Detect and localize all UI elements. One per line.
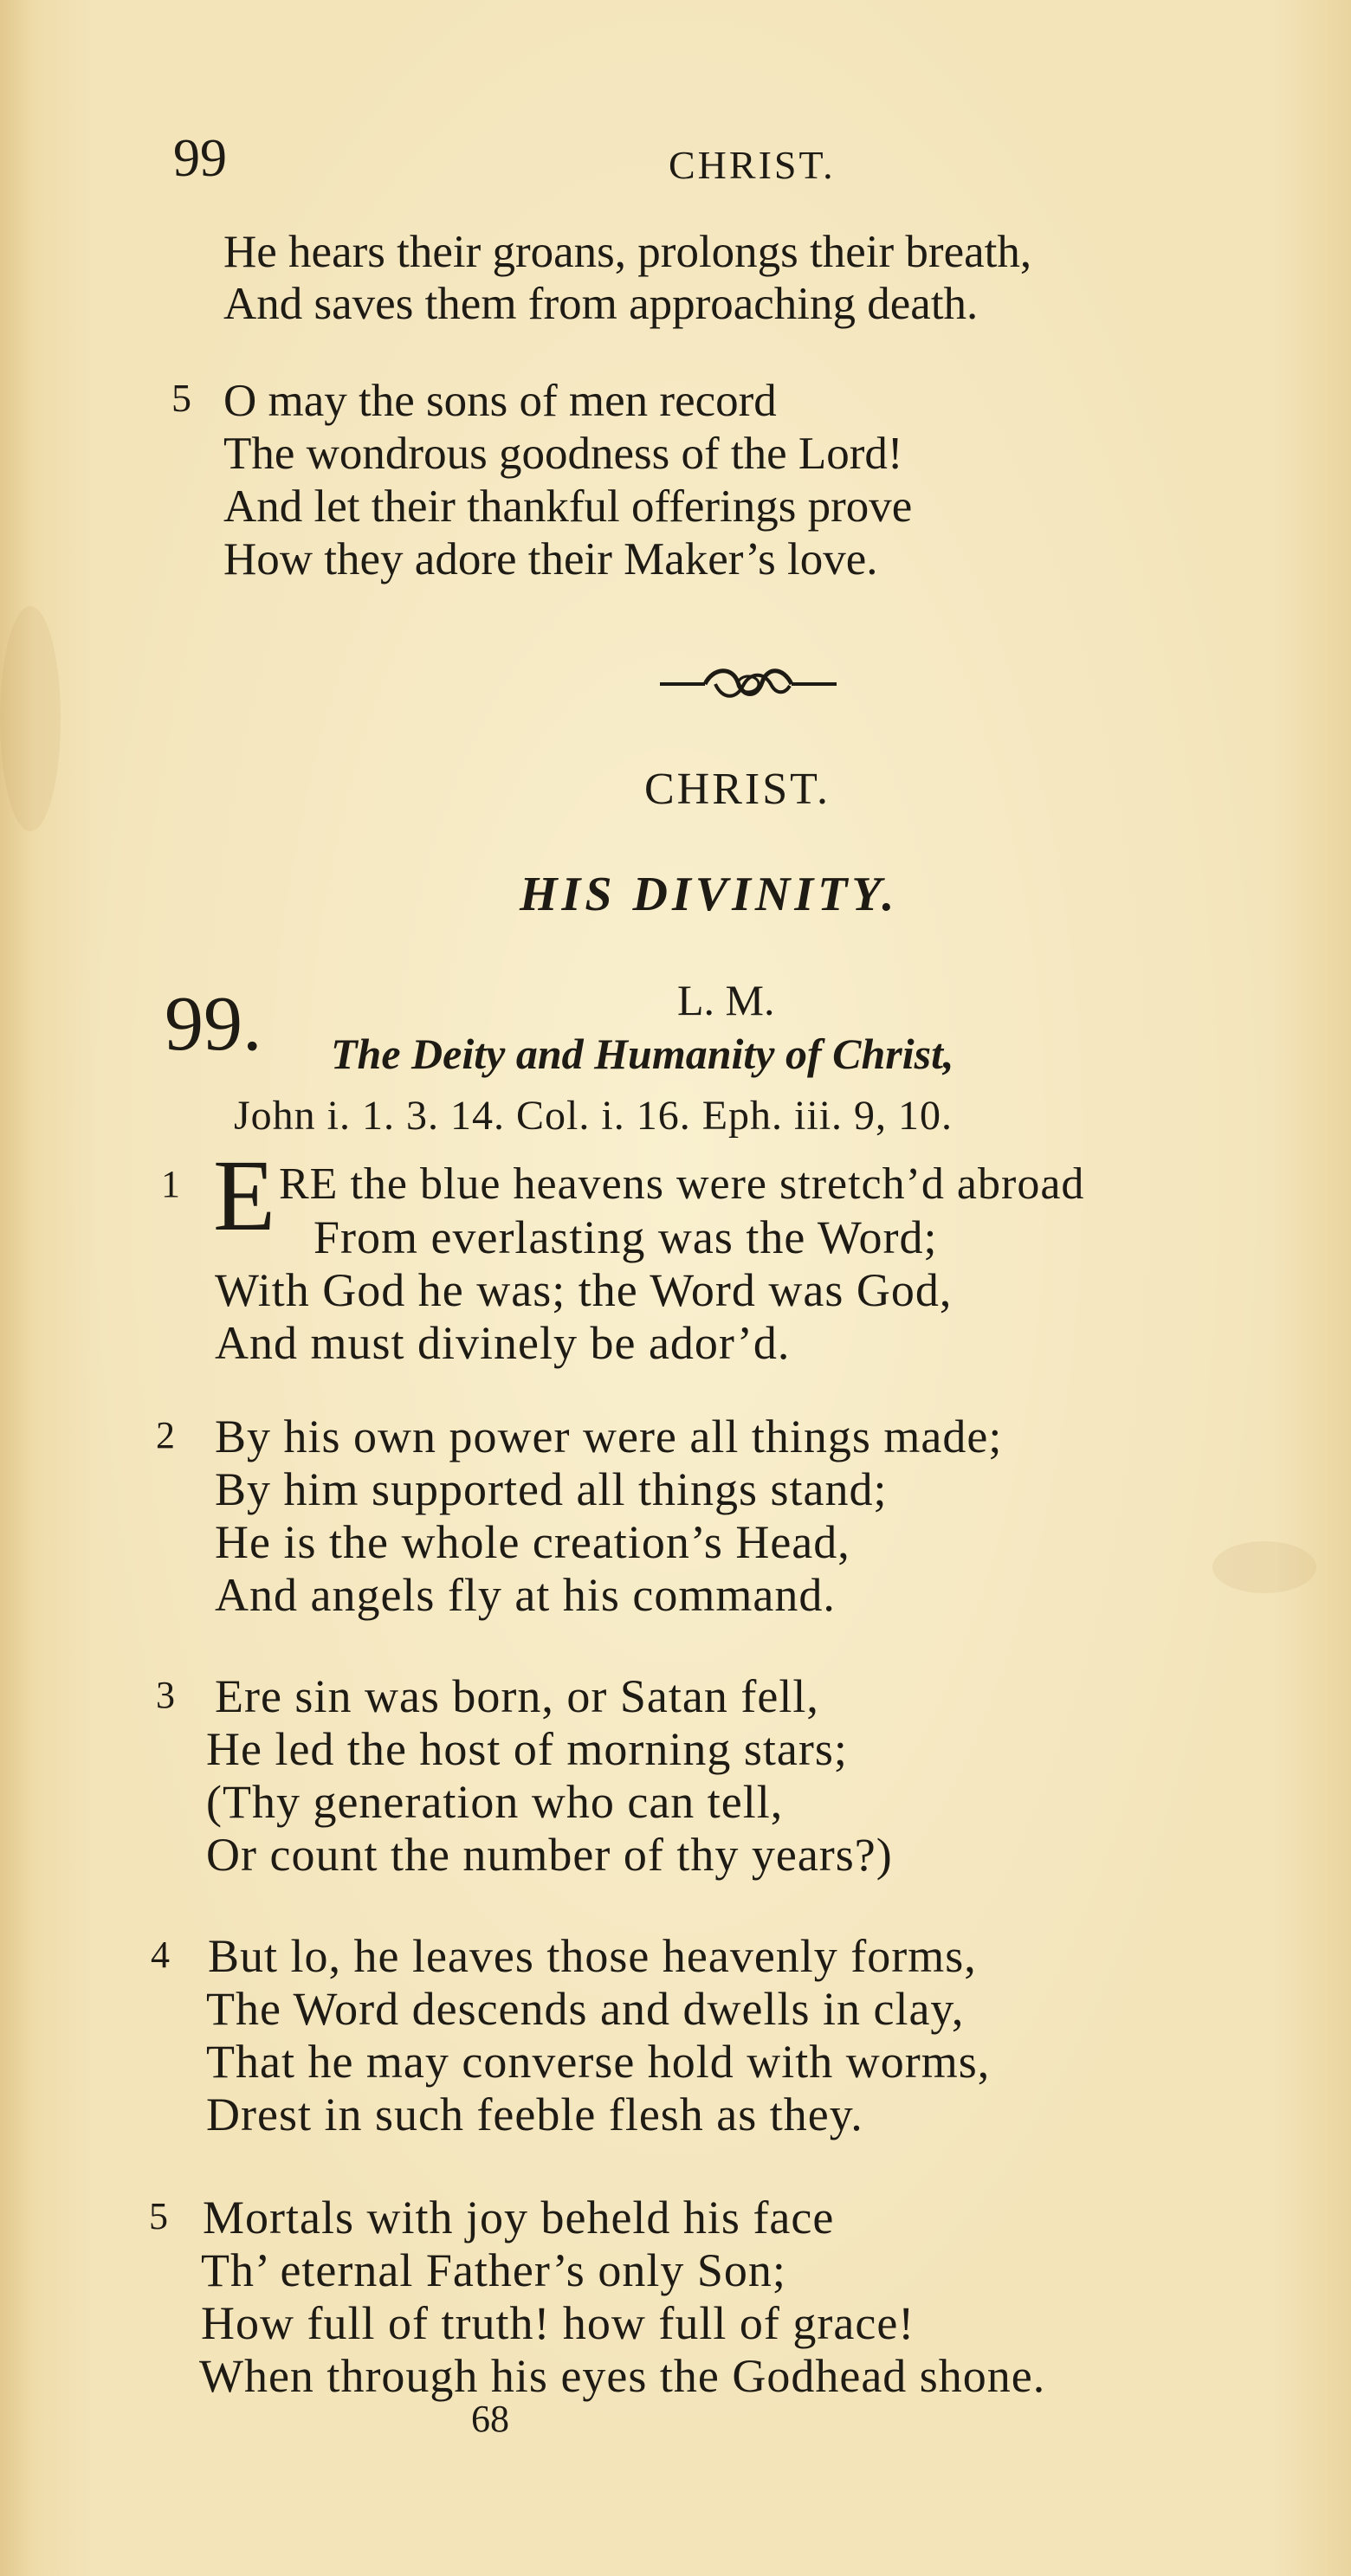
- stanza-line: When through his eyes the Godhead shone.: [199, 2350, 1046, 2402]
- stanza-line: O may the sons of men record: [223, 376, 777, 426]
- stanza-number: 4: [151, 1934, 170, 1976]
- stanza-line: Th’ eternal Father’s only Son;: [201, 2244, 786, 2296]
- stanza-line: Mortals with joy beheld his face: [203, 2192, 835, 2244]
- stanza-number: 1: [161, 1163, 180, 1205]
- stanza-number: 3: [156, 1674, 175, 1716]
- stanza-line: He led the host of morning stars;: [206, 1723, 848, 1775]
- continuation-line: And saves them from approaching death.: [223, 279, 979, 329]
- running-head-page-number: 99: [173, 129, 227, 188]
- drop-cap: E: [213, 1139, 276, 1252]
- hymn-scripture: John i. 1. 3. 14. Col. i. 16. Eph. iii. 9, 10.: [234, 1093, 953, 1139]
- stanza-line: RE the blue heavens were stretch’d abroad: [279, 1159, 1085, 1209]
- stanza-line: He is the whole creation’s Head,: [215, 1516, 850, 1568]
- stanza-line: (Thy generation who can tell,: [206, 1776, 784, 1828]
- stanza-line: Or count the number of thy years?): [206, 1829, 893, 1881]
- stanza-line: And must divinely be ador’d.: [215, 1317, 791, 1369]
- stanza-line: With God he was; the Word was God,: [215, 1264, 953, 1316]
- stanza-number: 2: [156, 1414, 175, 1456]
- ornament-icon: [653, 658, 844, 710]
- stanza-line: How they adore their Maker’s love.: [223, 534, 878, 584]
- paper-stain: [1212, 1541, 1316, 1593]
- stanza-number: 5: [149, 2195, 168, 2237]
- section-title: CHRIST.: [644, 765, 831, 814]
- stanza-line: By him supported all things stand;: [215, 1463, 888, 1515]
- stanza-line: From everlasting was the Word;: [314, 1211, 938, 1263]
- hymn-meter: L. M.: [677, 976, 775, 1024]
- running-head-title: CHRIST.: [669, 143, 836, 187]
- stanza-line: And angels fly at his command.: [215, 1569, 836, 1621]
- stanza-line: But lo, he leaves those heavenly forms,: [208, 1930, 977, 1982]
- paper-stain: [0, 606, 61, 831]
- stanza-line: Drest in such feeble flesh as they.: [206, 2089, 863, 2140]
- stanza-number: 5: [171, 376, 191, 420]
- stanza-line: That he may converse hold with worms,: [206, 2036, 991, 2088]
- hymn-number: 99.: [165, 981, 262, 1067]
- stanza-line: The wondrous goodness of the Lord!: [223, 429, 903, 479]
- stanza-line: How full of truth! how full of grace!: [201, 2297, 915, 2349]
- hymn-title: The Deity and Humanity of Christ,: [331, 1030, 954, 1078]
- section-subtitle: HIS DIVINITY.: [520, 868, 899, 921]
- stanza-line: By his own power were all things made;: [215, 1411, 1003, 1462]
- continuation-line: He hears their groans, prolongs their breath,: [223, 227, 1032, 277]
- stanza-line: Ere sin was born, or Satan fell,: [215, 1670, 819, 1722]
- footer-page-number: 68: [471, 2398, 509, 2440]
- stanza-line: The Word descends and dwells in clay,: [206, 1983, 965, 2035]
- stanza-line: And let their thankful offerings prove: [223, 481, 913, 532]
